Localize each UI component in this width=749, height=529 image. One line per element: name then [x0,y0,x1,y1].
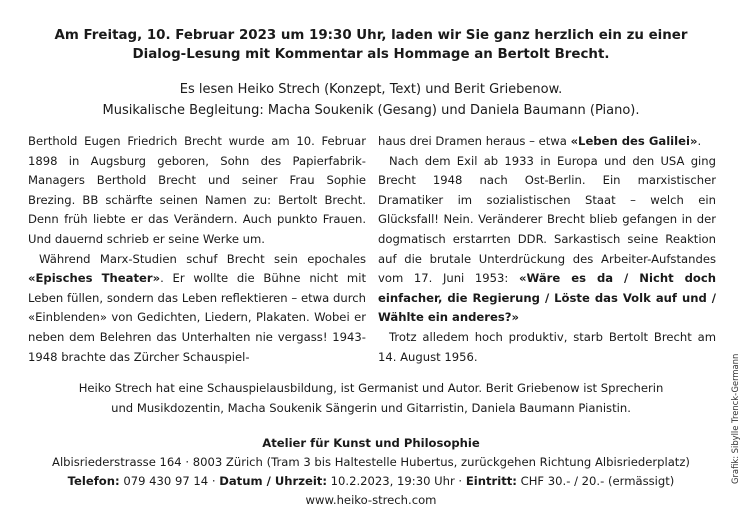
website-link[interactable]: www.heiko-strech.com [305,493,437,507]
bio-line-1: Heiko Strech hat eine Schauspielausbildung, ist Germanist und Autor. Berit Griebenow ist Sprecherin [78,381,664,395]
paragraph-text: Nach dem Exil ab 1933 in Europa und den USA ging Brecht 1948 nach Ost-Berlin. Ein marxistischer Dramatiker im sozialistischen Staat – welch ein Glücksfall! Nein. Veränderer Brecht blieb gefangen in der dogmatisch erstarrten DDR. Sarkastisch seine Reaktion auf die brutale Unterdrückung des Arbeiter-Aufstandes vom 17. Juni 1953: [378,153,716,286]
paragraph-text: . [697,134,702,148]
admission-label: Eintritt: [465,474,517,488]
body-column-right [378,132,716,367]
paragraph-text: Während Marx-Studien schuf Brecht sein epochales [39,251,366,266]
event-headline [0,26,742,64]
readers-line: Es lesen Heiko Strech (Konzept, Text) und Berit Griebenow. [179,82,563,97]
venue-name: Atelier für Kunst und Philosophie [262,436,480,450]
highlight-leben-des-galilei: «Leben des Galilei» [570,134,698,148]
venue-address: Albisriederstrasse 164 · 8003 Zürich (Tram 3 bis Haltestelle Hubertus, zurückgehen Richtung Albisriederplatz) [52,455,690,469]
datetime-label: Datum / Uhrzeit: [219,474,327,488]
headline-line-1: Am Freitag, 10. Februar 2023 um 19:30 Uhr, laden wir Sie ganz herzlich ein zu einer [54,28,688,43]
body-column-left [28,132,366,367]
phone-label: Telefon: [67,474,120,488]
paragraph-death: Trotz alledem hoch produktiv, starb Bertolt Brecht am 14. August 1956. [378,329,716,364]
event-info-footer [0,434,742,510]
performers-block [0,79,742,121]
graphic-credit: Grafik: Sibylle Trenck-Germann [730,353,740,484]
admission-value: CHF 30.- / 20.- (ermässigt) [516,474,675,488]
highlight-episches-theater: «Episches Theater» [28,271,161,286]
phone-number: 079 430 97 14 · [119,474,220,488]
bio-line-2: und Musikdozentin, Macha Soukenik Sängerin und Gitarristin, Daniela Baumann Pianistin. [111,400,631,415]
music-accompaniment-line: Musikalische Begleitung: Macha Soukenik (Gesang) und Daniela Baumann (Piano). [102,103,640,118]
artist-bio [0,379,742,418]
paragraph-text: . Er wollte die Bühne nicht mit Leben füllen, sondern das Leben reflektieren – etwa durch «Einblenden» von Gedichten, Liedern, Plakaten. Wobei er neben dem Belehren das Unterhalten nie vergass! 1943-1948 brachte das Zürcher Schauspiel- [28,271,366,364]
paragraph-exile-ddr [378,152,716,328]
body-text-columns [28,132,716,367]
paragraph-epic-theatre-continued [378,132,716,152]
paragraph-biography: Berthold Eugen Friedrich Brecht wurde am 10. Februar 1898 in Augsburg geboren, Sohn des Papierfabrik-Managers Berthold Brecht und seiner Frau Sophie Brezing. BB schärfte seinen Namen zu: Bertolt Brecht. Denn früh liebte er das Verändern. Auch punkto Frauen. Und dauernd schrieb er seine Werke um. [28,134,366,246]
paragraph-epic-theatre [28,250,366,368]
paragraph-text: haus drei Dramen heraus – etwa [378,134,571,148]
datetime-value: 10.2.2023, 19:30 Uhr · [326,474,466,488]
event-details-line [0,472,742,491]
quote-brecht-poem: «Wäre es da / Nicht doch einfacher, die Regierung / Löste das Volk auf und / Wählte ein anderes?» [378,271,716,325]
headline-line-2: Dialog-Lesung mit Kommentar als Hommage an Bertolt Brecht. [132,47,610,62]
